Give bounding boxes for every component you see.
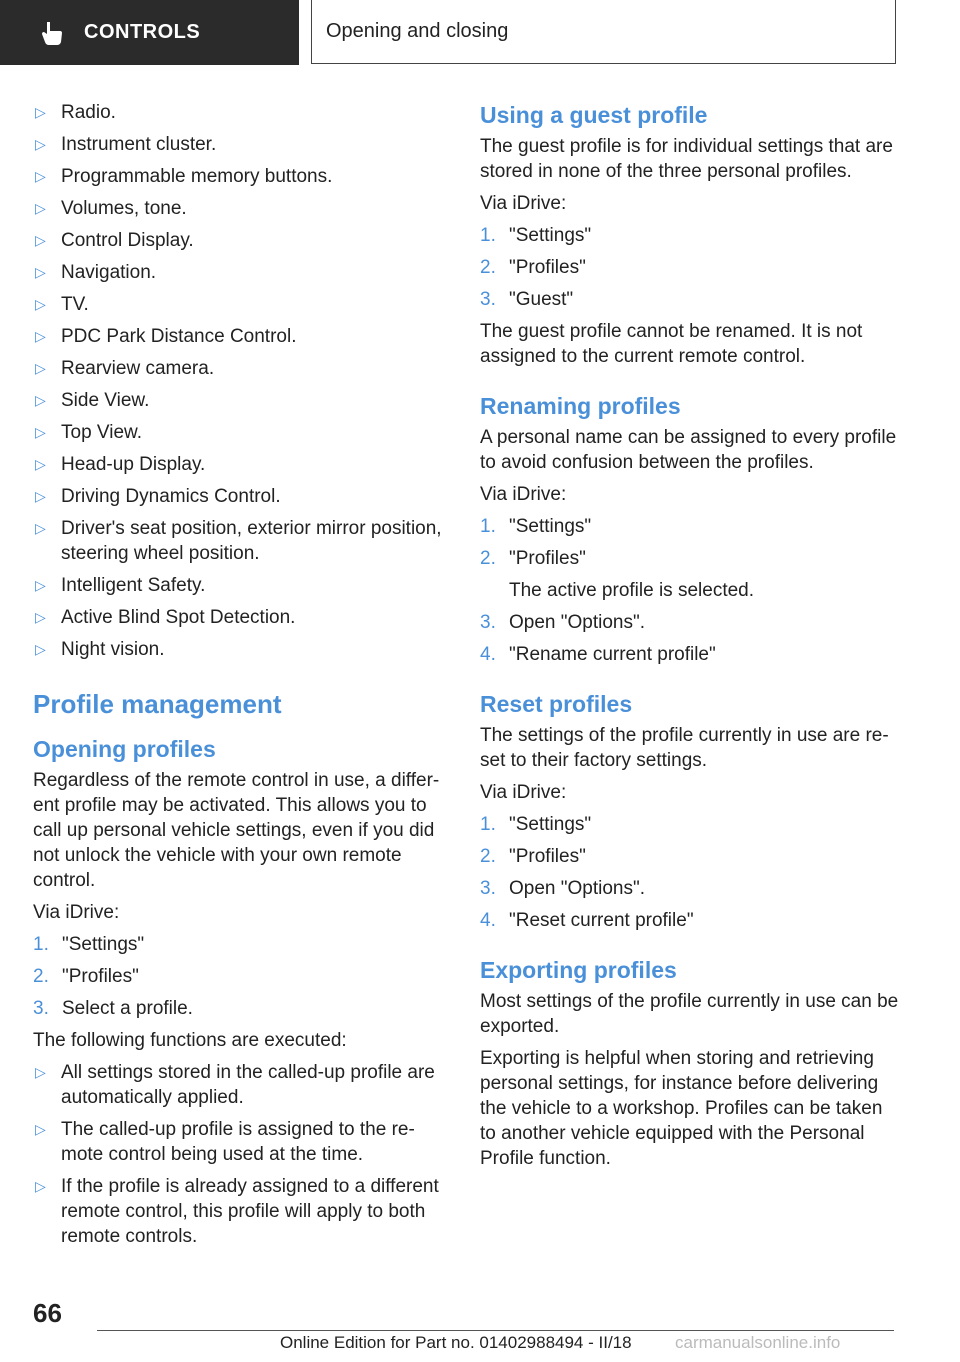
list-item: ▷ Intelligent Safety. (35, 575, 206, 596)
paragraph: The following functions are executed: (33, 1030, 347, 1051)
triangle-bullet-icon: ▷ (35, 488, 46, 504)
step-item: 2. "Profiles" (480, 257, 586, 278)
step-item: 3. Open "Options". (480, 612, 646, 633)
subsection-heading: Using a guest profile (480, 102, 708, 128)
step-item: 3. "Guest" (480, 289, 574, 310)
steps-list (480, 812, 900, 933)
subsection-heading: Renaming profiles (480, 393, 681, 419)
triangle-bullet-icon: ▷ (35, 264, 46, 280)
list-item: ▷ Head-up Display. (35, 454, 206, 475)
section-label: CONTROLS (84, 21, 201, 43)
edition-text: Online Edition for Part no. 01402988494 - II/18 (280, 1333, 632, 1352)
via-label: Via iDrive: (33, 902, 120, 923)
list-item: ▷ All settings stored in the called-up profile are automatically applied. (35, 1062, 435, 1108)
triangle-bullet-icon: ▷ (35, 392, 46, 408)
paragraph: The guest profile cannot be renamed. It is not assigned to the current remote control. (480, 321, 863, 367)
step-item: 4. "Rename current profile" (480, 644, 716, 665)
triangle-bullet-icon: ▷ (35, 200, 46, 216)
step-item: 1. "Settings" (33, 934, 145, 955)
triangle-bullet-icon: ▷ (35, 296, 46, 312)
paragraph: Regardless of the remote control in use, a differ-ent profile may be activated. This allows you to call up personal vehicle settings, even if you did not unlock the vehicle with your own remote control. (33, 770, 440, 891)
chapter-header (311, 0, 896, 64)
paragraph: Most settings of the profile currently in use can be exported. (480, 991, 899, 1037)
paragraph: The guest profile is for individual settings that are stored in none of the three personal profiles. (480, 136, 893, 182)
list-item: ▷ Volumes, tone. (35, 198, 187, 219)
via-label: Via iDrive: (480, 782, 567, 803)
step-item: 1. "Settings" (480, 225, 592, 246)
paragraph: A personal name can be assigned to every profile to avoid confusion between the profiles. (480, 427, 897, 473)
step-item: 1. "Settings" (480, 814, 592, 835)
triangle-bullet-icon: ▷ (35, 168, 46, 184)
list-item: ▷ Top View. (35, 422, 142, 443)
list-item: ▷ Driver's seat position, exterior mirror position, steering wheel position. (35, 518, 442, 564)
left-column (33, 100, 443, 1256)
list-item: ▷ Control Display. (35, 230, 194, 251)
triangle-bullet-icon: ▷ (35, 232, 46, 248)
subsection-heading: Exporting profiles (480, 957, 677, 983)
subsection-heading: Reset profiles (480, 691, 633, 717)
triangle-bullet-icon: ▷ (35, 577, 46, 593)
list-item: ▷ Radio. (35, 102, 116, 123)
list-item: ▷ Side View. (35, 390, 150, 411)
step-item: 2. "Profiles" The active profile is selected. (480, 546, 900, 603)
triangle-bullet-icon: ▷ (35, 520, 46, 536)
right-column (480, 100, 900, 1178)
via-label: Via iDrive: (480, 484, 567, 505)
triangle-bullet-icon: ▷ (35, 1121, 46, 1137)
list-item: ▷ Active Blind Spot Detection. (35, 607, 296, 628)
step-item: 2. "Profiles" (33, 966, 139, 987)
list-item: ▷ Instrument cluster. (35, 134, 217, 155)
step-item: 3. Select a profile. (33, 998, 193, 1019)
via-label: Via iDrive: (480, 193, 567, 214)
watermark: carmanualsonline.info (675, 1333, 841, 1352)
steps-list (480, 223, 900, 312)
list-item: ▷ The called-up profile is assigned to the re-mote control being used at the time. (35, 1119, 415, 1165)
subsection-heading: Opening profiles (33, 736, 216, 762)
triangle-bullet-icon: ▷ (35, 1064, 46, 1080)
settings-list (33, 100, 443, 662)
step-item: 1. "Settings" (480, 516, 592, 537)
list-item: ▷ If the profile is already assigned to a different remote control, this profile will apply to both remote controls. (35, 1176, 439, 1247)
triangle-bullet-icon: ▷ (35, 104, 46, 120)
list-item: ▷ Navigation. (35, 262, 157, 283)
functions-list (33, 1060, 443, 1249)
section-heading: Profile management (33, 689, 282, 719)
chapter-title: Opening and closing (326, 20, 509, 42)
list-item: ▷ Night vision. (35, 639, 165, 660)
step-item: 2. "Profiles" (480, 846, 586, 867)
step-note: The active profile is selected. (509, 580, 755, 601)
steps-list (33, 932, 443, 1021)
triangle-bullet-icon: ▷ (35, 641, 46, 657)
triangle-bullet-icon: ▷ (35, 328, 46, 344)
section-tab (0, 0, 299, 65)
list-item: ▷ Driving Dynamics Control. (35, 486, 281, 507)
triangle-bullet-icon: ▷ (35, 136, 46, 152)
step-item: 4. "Reset current profile" (480, 910, 694, 931)
step-item: 3. Open "Options". (480, 878, 646, 899)
list-item: ▷ Rearview camera. (35, 358, 215, 379)
triangle-bullet-icon: ▷ (35, 360, 46, 376)
paragraph: Exporting is helpful when storing and retrieving personal settings, for instance before delivering the vehicle to a workshop. Profiles can be taken to another vehicle equipped with the Personal Profile function. (480, 1048, 883, 1169)
page-number: 66 (33, 1298, 62, 1328)
triangle-bullet-icon: ▷ (35, 1178, 46, 1194)
footer-divider (97, 1330, 894, 1331)
list-item: ▷ PDC Park Distance Control. (35, 326, 297, 347)
triangle-bullet-icon: ▷ (35, 424, 46, 440)
steps-list (480, 514, 900, 667)
pointing-hand-icon (40, 20, 66, 46)
paragraph: The settings of the profile currently in use are re-set to their factory settings. (480, 725, 889, 771)
list-item: ▷ Programmable memory buttons. (35, 166, 333, 187)
triangle-bullet-icon: ▷ (35, 609, 46, 625)
list-item: ▷ TV. (35, 294, 89, 315)
triangle-bullet-icon: ▷ (35, 456, 46, 472)
